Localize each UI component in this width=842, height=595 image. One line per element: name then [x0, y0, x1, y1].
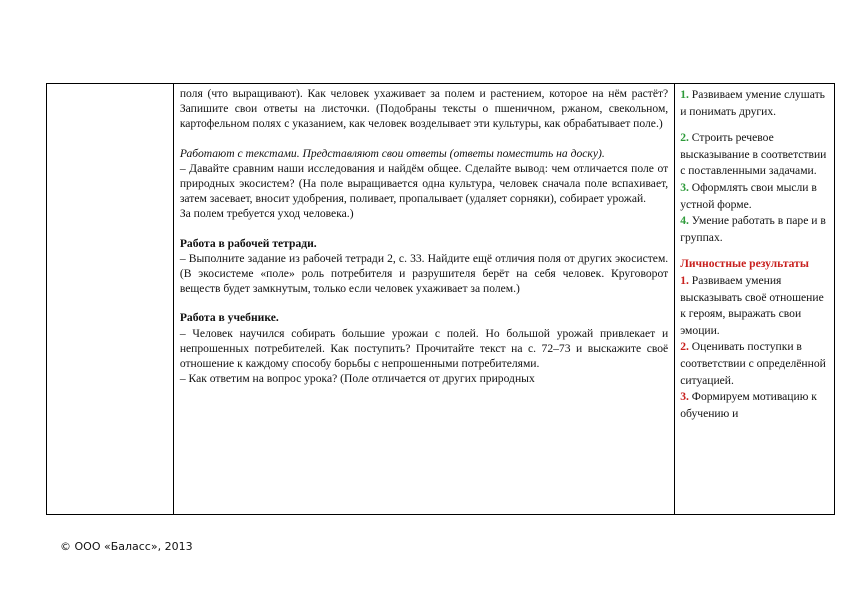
result-text: Развиваем умение слушать и понимать других. — [680, 88, 825, 118]
result-number: 4. — [680, 214, 689, 228]
result-text: Оценивать поступки в соответствии с определённой ситуацией. — [680, 340, 826, 387]
results-column — [675, 84, 834, 514]
result-item — [680, 180, 830, 213]
activity-paragraph: поля (что выращивают). Как человек ухаживает за полем и растением, которое на нём растёт? Запишите свои ответы на листочки. (Подобраны тексты о пшеничном, ржаном, свекольном, картофельном полях с указанием, как человек возделывает эти культуры, как обрабатывает поле.) — [179, 87, 669, 131]
result-item — [680, 273, 830, 339]
activity-paragraph: – Как ответим на вопрос урока? (Поле отличается от других природных — [179, 372, 535, 386]
activity-italic-note: Работают с текстами. Представляют свои ответы (ответы поместить на доску). — [179, 146, 605, 160]
activity-paragraph: – Человек научился собирать большие урожаи с полей. Но большой урожай привлекает и непрошенных потребителей. Как поступить? Прочитайте текст на с. 72–73 и выскажите своё отношение к каждому способу борьбы с непрошенными потребителями. — [179, 326, 669, 371]
result-number: 3. — [680, 180, 689, 194]
lesson-table — [46, 83, 835, 515]
copyright-footer: © ООО «Баласс», 2013 — [60, 540, 193, 553]
activity-column — [174, 84, 675, 514]
activity-paragraph: За полем требуется уход человека.) — [179, 207, 354, 221]
workbook-heading: Работа в рабочей тетради. — [179, 236, 317, 250]
result-item — [680, 339, 830, 389]
result-text: Формируем мотивацию к обучению и — [680, 390, 817, 420]
result-number: 2. — [680, 340, 689, 354]
result-number: 1. — [680, 88, 689, 101]
activity-paragraph: – Выполните задание из рабочей тетради 2, с. 33. Найдите ещё отличия поля от других экосистем. (В экосистеме «поле» роль потребителя и разрушителя берёт на себя человек. Круговорот веществ будет замкнутым, только если человек ухаживает за полем.) — [179, 251, 669, 296]
result-text: Строить речевое высказывание в соответствии с поставленными задачами. — [680, 131, 827, 178]
result-text: Умение работать в паре и в группах. — [680, 214, 826, 244]
result-text: Оформлять свои мысли в устной форме. — [680, 180, 817, 211]
result-number: 1. — [680, 273, 689, 287]
result-number: 2. — [680, 131, 689, 145]
textbook-heading: Работа в учебнике. — [179, 311, 279, 325]
result-item — [680, 213, 830, 246]
activity-paragraph: – Давайте сравним наши исследования и найдём общее. Сделайте вывод: чем отличается поле от природных экосистем? (На поле выращивается одна культура, человек сначала поле вспахивает, затем засевает, вносит удобрения, поливает, пропалывает (удаляет сорняки), собирает урожай. — [179, 161, 669, 206]
result-item — [680, 389, 830, 422]
result-number: 3. — [680, 390, 689, 404]
result-text: Развиваем умения высказывать своё отношение к героям, выражать свои эмоции. — [680, 273, 824, 337]
stage-column — [47, 84, 174, 514]
result-item — [680, 130, 830, 180]
personal-results-heading: Личностные результаты — [680, 257, 809, 271]
result-item — [680, 87, 830, 120]
